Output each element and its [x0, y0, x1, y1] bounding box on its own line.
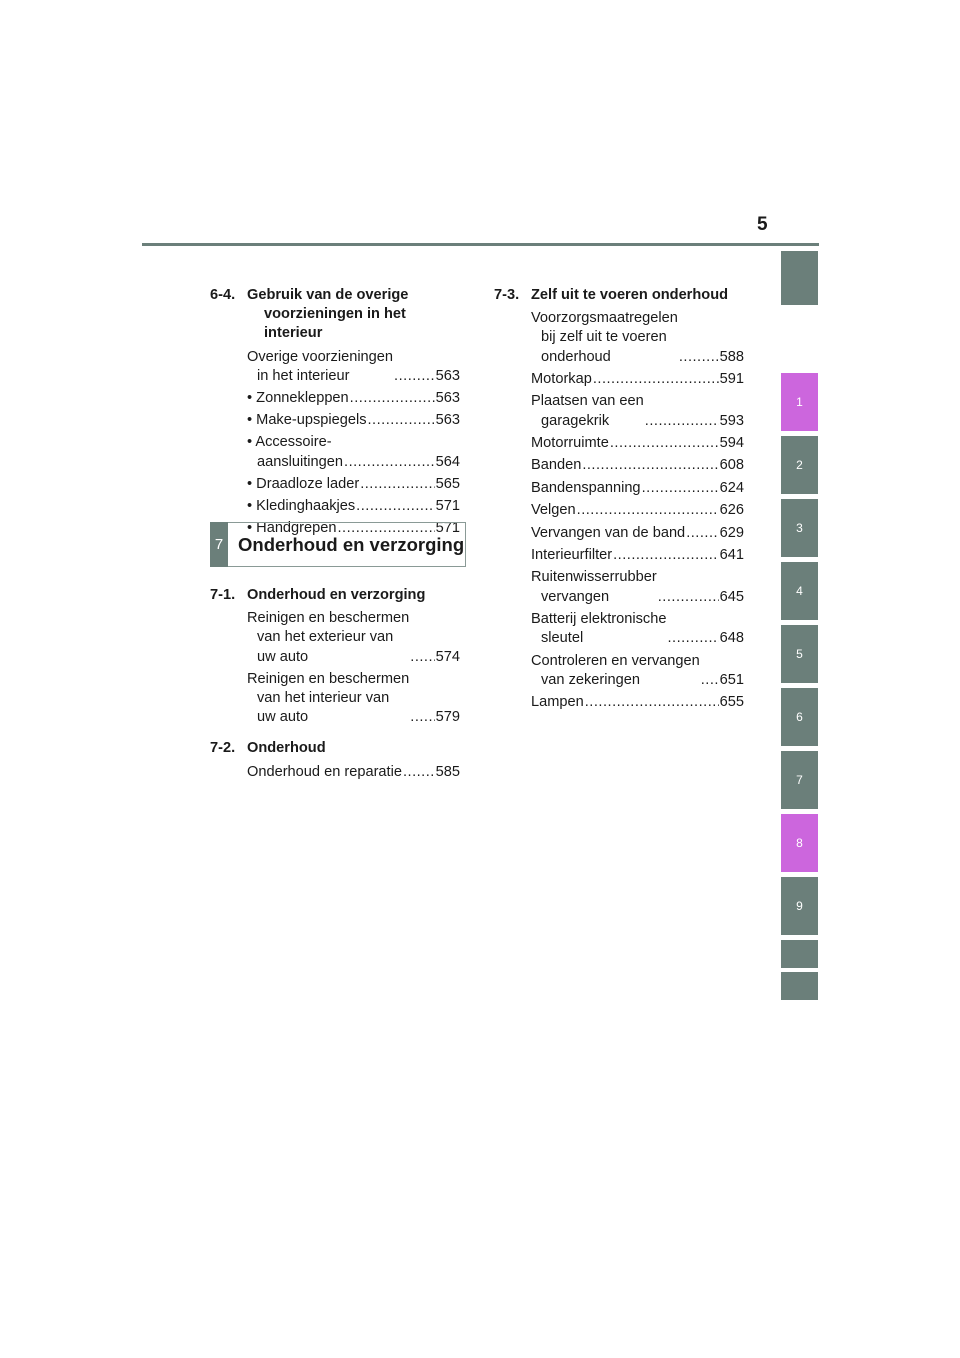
leader-dots [344, 453, 435, 472]
leader-dots [613, 546, 719, 565]
toc-entry-text [531, 501, 576, 520]
toc-entry-line: aansluitingen [257, 453, 344, 470]
toc-entry [210, 670, 460, 728]
section-title: Zelf uit te voeren onderhoud [531, 287, 729, 303]
toc-entry-line: • Zonnekleppen [247, 390, 349, 407]
toc-entry-line: uw auto [257, 648, 309, 665]
toc-entry-line: Motorruimte [531, 434, 609, 451]
toc-page-number: 588 [719, 348, 744, 365]
section-number: 7-2. [210, 740, 236, 757]
toc-entry [210, 497, 460, 516]
chapter-tab-6[interactable]: 6 [781, 688, 818, 746]
toc-entry [494, 392, 744, 430]
toc-entry [494, 479, 744, 498]
leader-dots [679, 348, 719, 367]
toc-entry [494, 610, 744, 648]
toc-entry-line: van het exterieur van [257, 629, 394, 646]
toc-entry-text [247, 609, 409, 667]
toc-page-number: 641 [719, 546, 744, 563]
toc-entry-line: onderhoud [541, 348, 611, 365]
section-title [247, 286, 460, 344]
toc-entry [494, 652, 744, 690]
section-heading [494, 286, 744, 305]
toc-entry [210, 475, 460, 494]
toc-entry-line: Onderhoud en reparatie [247, 763, 402, 780]
toc-entry [494, 524, 744, 543]
toc-entry-text [531, 610, 666, 648]
toc-page-number: 585 [435, 763, 460, 780]
toc-left-column-2 [210, 586, 460, 794]
toc-page-number: 579 [435, 709, 460, 726]
toc-page-number: 645 [719, 588, 744, 605]
toc-entry-text [531, 693, 584, 712]
section-title: Onderhoud en verzorging [247, 587, 426, 603]
toc-entry [494, 501, 744, 520]
toc-entry-text [531, 479, 641, 498]
toc-page-number: 574 [435, 648, 460, 665]
toc-entry-line: vervangen [541, 588, 610, 605]
toc-entry-line: van zekeringen [541, 671, 640, 688]
toc-entry-text [247, 763, 402, 782]
leader-dots [577, 501, 719, 520]
section-number: 6-4. [210, 287, 236, 303]
toc-entry-line: • Make-upspiegels [247, 412, 367, 429]
section-title-line: voorzieningen in het [264, 306, 406, 323]
toc-page-number: 563 [435, 367, 460, 384]
toc-entry-text [247, 433, 343, 471]
toc-page-number: 563 [435, 390, 460, 407]
leader-dots [410, 648, 434, 667]
chapter-tab-blank[interactable] [781, 940, 818, 968]
toc-entry-line: Controleren en vervangen [531, 652, 700, 669]
toc-entry-line: bij zelf uit te voeren [541, 329, 667, 346]
toc-entry [210, 348, 460, 386]
toc-right-column [494, 286, 744, 716]
toc-entry-line: • Handgrepen [247, 520, 337, 537]
section-number: 7-1. [210, 587, 236, 603]
leader-dots [360, 475, 434, 494]
leader-dots [642, 479, 719, 498]
toc-entry-line: Reinigen en beschermen [247, 670, 410, 687]
chapter-tab-2[interactable]: 2 [781, 436, 818, 494]
toc-entry [210, 763, 460, 782]
toc-entry-text [531, 370, 592, 389]
leader-dots [701, 671, 719, 690]
toc-entry-text [247, 670, 409, 728]
leader-dots [368, 411, 435, 430]
leader-dots [356, 497, 434, 516]
toc-entry [494, 693, 744, 712]
toc-entry [494, 456, 744, 475]
toc-entry-line: uw auto [257, 709, 309, 726]
toc-page-number: 648 [719, 630, 744, 647]
toc-entry-text [531, 546, 612, 565]
toc-entry-text [531, 392, 644, 430]
toc-entry-line: Velgen [531, 502, 576, 519]
toc-entry-line: Ruitenwisserrubber [531, 569, 657, 586]
leader-dots [658, 588, 719, 607]
toc-entry-line: • Accessoire- [247, 434, 332, 451]
toc-entry-text [247, 497, 355, 516]
chapter-number: 7 [210, 522, 228, 567]
toc-entry-line: • Draadloze lader [247, 475, 360, 492]
toc-entry-line: • Kledinghaakjes [247, 498, 356, 515]
leader-dots [686, 524, 718, 543]
toc-entry-text [531, 309, 678, 367]
toc-entry [494, 568, 744, 606]
toc-entry-line: Interieurfilter [531, 546, 613, 563]
leader-dots [667, 629, 718, 648]
leader-dots [394, 367, 435, 386]
toc-entry-line: Plaatsen van een [531, 393, 644, 410]
leader-dots [610, 434, 719, 453]
toc-entry-line: Banden [531, 457, 582, 474]
toc-entry-text [247, 475, 359, 494]
toc-page-number: 571 [435, 520, 460, 537]
toc-entry-text [531, 652, 700, 690]
chapter-title: Onderhoud en verzorging [238, 533, 465, 555]
toc-entry-line: Voorzorgsmaatregelen [531, 310, 678, 327]
toc-entry-line: Bandenspanning [531, 479, 641, 496]
toc-entry [494, 370, 744, 389]
section-title-line: Gebruik van de overige [247, 287, 409, 303]
chapter-tab-5[interactable]: 5 [781, 625, 818, 683]
toc-page-number: 571 [435, 498, 460, 515]
toc-entry [210, 433, 460, 471]
toc-left-column [210, 286, 460, 541]
toc-page-number: 563 [435, 412, 460, 429]
toc-page-number: 651 [719, 671, 744, 688]
chapter-tab-8[interactable]: 8 [781, 814, 818, 872]
leader-dots [582, 456, 718, 475]
chapter-tab-4[interactable]: 4 [781, 562, 818, 620]
toc-entry-text [531, 456, 581, 475]
toc-entry-line: Vervangen van de band [531, 524, 686, 541]
toc-page-number: 624 [719, 479, 744, 496]
toc-entry-text [247, 389, 349, 408]
header-rule [142, 243, 819, 246]
toc-entry-text [531, 524, 685, 543]
toc-entry-line: Lampen [531, 694, 584, 711]
leader-dots [350, 389, 435, 408]
toc-entry-line: in het interieur [257, 367, 350, 384]
section-title: Onderhoud [247, 740, 326, 757]
toc-entry-line: Reinigen en beschermen [247, 610, 410, 627]
toc-entry [210, 609, 460, 667]
toc-entry [494, 309, 744, 367]
section-heading [210, 586, 460, 605]
toc-entry-line: sleutel [541, 630, 584, 647]
chapter-tab-blank[interactable] [781, 251, 818, 305]
toc-entry-text [247, 348, 393, 386]
toc-entry [494, 434, 744, 453]
chapter-tab-9[interactable]: 9 [781, 877, 818, 935]
chapter-tab-3[interactable]: 3 [781, 499, 818, 557]
toc-page-number: 564 [435, 453, 460, 470]
section-heading [210, 286, 460, 344]
toc-page-number: 591 [719, 371, 744, 387]
toc-entry [210, 411, 460, 430]
leader-dots [585, 693, 719, 712]
leader-dots [410, 708, 434, 727]
chapter-tab-blank[interactable] [781, 972, 818, 1000]
section-title-line: interieur [264, 325, 323, 342]
toc-entry-line: Motorkap [531, 371, 592, 387]
toc-page-number: 655 [719, 694, 744, 711]
toc-entry-text [247, 411, 367, 430]
chapter-tab-7[interactable]: 7 [781, 751, 818, 809]
section-heading [210, 739, 460, 758]
toc-entry [210, 389, 460, 408]
leader-dots [645, 412, 719, 431]
toc-entry-line: garagekrik [541, 412, 610, 429]
toc-entry-line: Overige voorzieningen [247, 348, 394, 365]
toc-entry-text [531, 434, 609, 453]
toc-page-number: 565 [435, 475, 460, 492]
section-number: 7-3. [494, 287, 520, 303]
toc-entry-line: van het interieur van [257, 690, 390, 707]
toc-page-number: 626 [719, 502, 744, 519]
toc-page-number: 608 [719, 457, 744, 474]
toc-entry-line: Batterij elektronische [531, 610, 667, 627]
toc-entry-text [531, 568, 657, 606]
leader-dots [593, 370, 719, 389]
toc-entry [494, 546, 744, 565]
chapter-heading [210, 522, 466, 567]
toc-page-number: 593 [719, 412, 744, 429]
leader-dots [403, 763, 435, 782]
toc-page-number: 594 [719, 434, 744, 451]
toc-page-number: 629 [719, 524, 744, 541]
page-number: 5 [757, 214, 768, 235]
chapter-tab-1[interactable]: 1 [781, 373, 818, 431]
